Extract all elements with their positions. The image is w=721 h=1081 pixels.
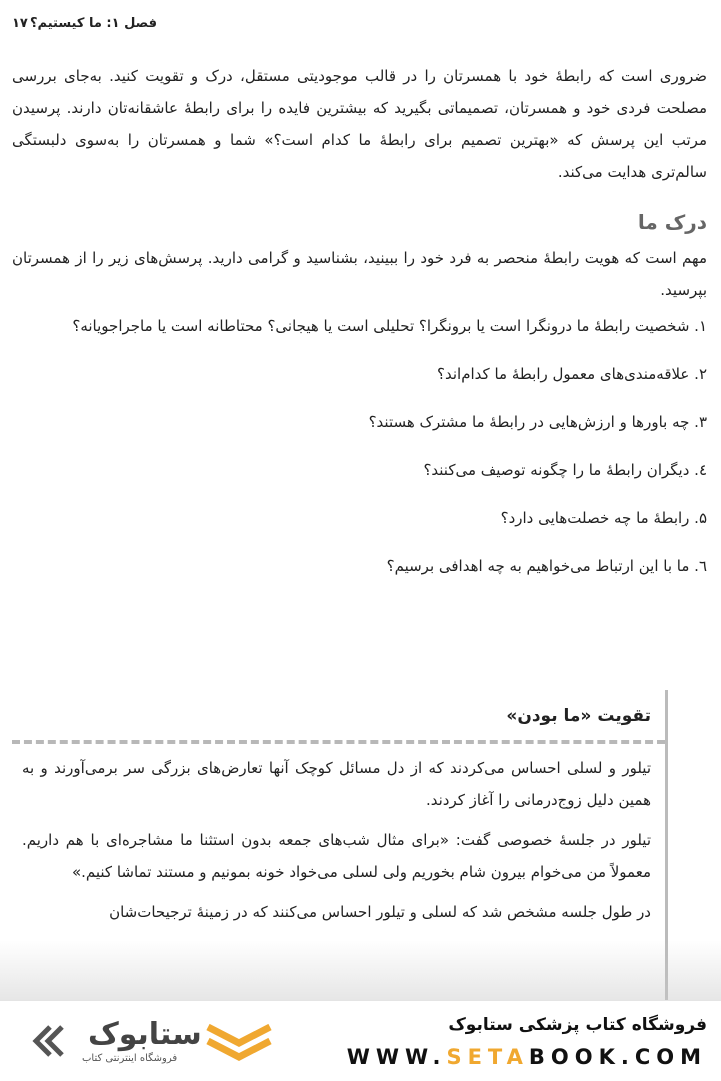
question-item: ٤. دیگران رابطهٔ ما را چگونه توصیف می‌کنند؟ [423,461,707,479]
box-title: تقویت «ما بودن» [506,706,651,726]
section-heading: درک ما [637,210,707,234]
store-footer [0,1000,721,1081]
question-item: ٦. ما با این ارتباط می‌خواهیم به چه اهدافی برسیم؟ [386,557,707,575]
double-chevron-icon [28,1021,68,1061]
section-paragraph: مهم است که هویت رابطهٔ منحصر به فرد خود را ببینید، بشناسید و گرامی دارید. پرسش‌های زیر را از همسرتان بپرسید. [12,249,707,299]
question-item: ۲. علاقه‌مندی‌های معمول رابطهٔ ما کدام‌اند؟ [437,365,707,383]
box-paragraph: تیلور و لسلی احساس می‌کردند که از دل مسائل کوچک آنها تعارض‌های بزرگی سر برمی‌آورند و به همین دلیل زوج‌درمانی را آغاز کردند. [22,759,651,809]
intro-paragraph: ضروری است که رابطهٔ خود با همسرتان را در قالب موجودیتی مستقل، درک و تقویت کنید. به‌جای بررسی مصلحت فردی خود و همسرتان، تصمیماتی بگیرید که بیشترین فایده را برای رابطهٔ عاشقانه‌تان دارند. پرسیدن مرتب این پرسش که «بهترین تصمیم برای رابطهٔ ما کدام است؟» شما و همسرتان را به‌سوی دلبستگی سالم‌تری هدایت می‌کند. [12,67,707,181]
url-suffix: BOOK.COM [528,1045,707,1069]
store-logo[interactable] [28,1017,278,1067]
box-paragraph: در طول جلسه مشخص شد که لسلی و تیلور احساس می‌کنند که در زمینهٔ ترجیحات‌شان [109,903,651,921]
page-number: ۱۷ [12,15,28,31]
box-paragraph: تیلور در جلسهٔ خصوصی گفت: «برای مثال شب‌های جمعه بدون استثنا ما مشاجره‌ای با هم داریم. معمولاً من می‌خوام بیرون شام بخوریم ولی لسلی می‌خواد خونه بمونیم و مستند تماشا کنیم.» [22,831,651,881]
url-accent: SETA [446,1045,529,1069]
url-prefix: WWW. [346,1045,447,1069]
logo-subtitle: فروشگاه اینترنتی کتاب [82,1053,178,1064]
chapter-title: فصل ۱: ما کیستیم؟ [29,15,157,31]
store-name: فروشگاه کتاب پزشکی ستابوک [448,1015,707,1035]
box-body [12,752,665,928]
question-item: ۵. رابطهٔ ما چه خصلت‌هایی دارد؟ [500,509,707,527]
logo-text: ستابوک [88,1017,202,1052]
page-fade-overlay [0,940,721,1000]
book-chevron-icon [204,1021,274,1069]
page-content [12,60,707,598]
dashed-divider [12,740,665,744]
question-item: ۳. چه باورها و ارزش‌هایی در رابطهٔ ما مشترک هستند؟ [368,413,707,431]
question-item: ۱. شخصیت رابطهٔ ما درونگرا است یا برونگرا؟ تحلیلی است یا هیجانی؟ محتاطانه است یا ماجراجویانه؟ [72,317,707,335]
store-url-link[interactable] [347,1045,707,1069]
question-list [12,310,707,582]
page-header [12,12,707,34]
